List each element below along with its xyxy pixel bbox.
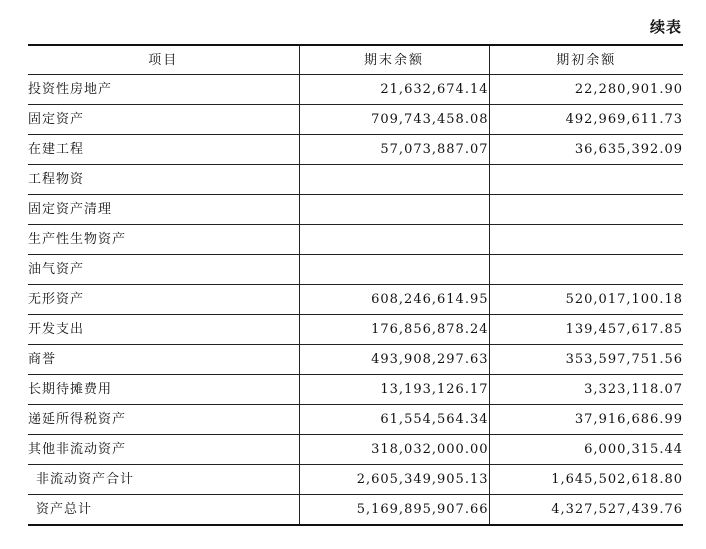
row-ending-balance (299, 165, 489, 195)
header-beginning-balance: 期初余额 (489, 45, 683, 75)
row-ending-balance: 176,856,878.24 (299, 315, 489, 345)
row-item-label: 固定资产清理 (28, 195, 299, 225)
row-beginning-balance: 4,327,527,439.76 (489, 495, 683, 526)
row-ending-balance: 61,554,564.34 (299, 405, 489, 435)
row-ending-balance: 57,073,887.07 (299, 135, 489, 165)
row-ending-balance: 709,743,458.08 (299, 105, 489, 135)
table-row (28, 165, 683, 195)
row-item-label: 投资性房地产 (28, 75, 299, 105)
table-row (28, 135, 683, 165)
row-ending-balance: 608,246,614.95 (299, 285, 489, 315)
row-ending-balance (299, 195, 489, 225)
table-row (28, 435, 683, 465)
row-item-label: 工程物资 (28, 165, 299, 195)
total-row (28, 495, 683, 526)
row-ending-balance (299, 225, 489, 255)
table-row (28, 405, 683, 435)
table-row (28, 195, 683, 225)
table-row (28, 285, 683, 315)
row-beginning-balance: 37,916,686.99 (489, 405, 683, 435)
table-row (28, 345, 683, 375)
table-row (28, 255, 683, 285)
row-beginning-balance: 520,017,100.18 (489, 285, 683, 315)
row-item-label: 油气资产 (28, 255, 299, 285)
subtotal-row (28, 465, 683, 495)
row-item-label: 商誉 (28, 345, 299, 375)
row-ending-balance: 5,169,895,907.66 (299, 495, 489, 526)
balance-sheet-table (28, 44, 683, 526)
row-item-label: 在建工程 (28, 135, 299, 165)
row-ending-balance: 13,193,126.17 (299, 375, 489, 405)
row-item-label: 递延所得税资产 (28, 405, 299, 435)
row-beginning-balance: 22,280,901.90 (489, 75, 683, 105)
row-item-label: 固定资产 (28, 105, 299, 135)
row-beginning-balance: 1,645,502,618.80 (489, 465, 683, 495)
row-beginning-balance: 353,597,751.56 (489, 345, 683, 375)
table-row (28, 375, 683, 405)
table-row (28, 105, 683, 135)
row-ending-balance (299, 255, 489, 285)
row-item-label: 开发支出 (28, 315, 299, 345)
row-item-label: 资产总计 (28, 495, 299, 526)
row-item-label: 生产性生物资产 (28, 225, 299, 255)
header-item: 项目 (28, 45, 299, 75)
row-ending-balance: 493,908,297.63 (299, 345, 489, 375)
row-beginning-balance (489, 195, 683, 225)
table-caption: 续表 (649, 18, 682, 36)
row-ending-balance: 21,632,674.14 (299, 75, 489, 105)
row-beginning-balance: 492,969,611.73 (489, 105, 683, 135)
row-item-label: 无形资产 (28, 285, 299, 315)
row-beginning-balance: 139,457,617.85 (489, 315, 683, 345)
row-beginning-balance (489, 225, 683, 255)
row-beginning-balance: 6,000,315.44 (489, 435, 683, 465)
row-item-label: 长期待摊费用 (28, 375, 299, 405)
table-row (28, 315, 683, 345)
row-item-label: 其他非流动资产 (28, 435, 299, 465)
table-row (28, 225, 683, 255)
row-beginning-balance (489, 255, 683, 285)
table-row (28, 75, 683, 105)
row-ending-balance: 2,605,349,905.13 (299, 465, 489, 495)
row-beginning-balance: 36,635,392.09 (489, 135, 683, 165)
row-ending-balance: 318,032,000.00 (299, 435, 489, 465)
row-item-label: 非流动资产合计 (28, 465, 299, 495)
row-beginning-balance (489, 165, 683, 195)
header-ending-balance: 期末余额 (299, 45, 489, 75)
row-beginning-balance: 3,323,118.07 (489, 375, 683, 405)
table-header-row (28, 45, 683, 75)
